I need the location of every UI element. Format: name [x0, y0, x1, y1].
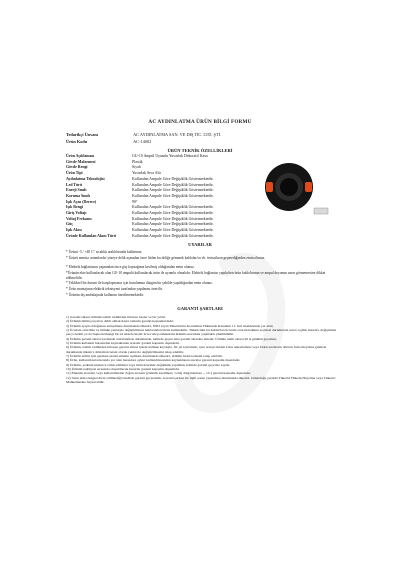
term-item: 2) Ürünün bütün parçaları dahil olmak üzere tamamı garanti kapsamındadır.	[66, 319, 174, 324]
spec-row	[66, 218, 214, 222]
spec-value: Plastik	[132, 159, 143, 164]
spec-label: Ürün Açıklaması	[66, 154, 95, 158]
spec-value: Yuvarlak Sıva Altı	[132, 171, 161, 176]
spec-label: Giriş Voltajı	[66, 211, 87, 215]
spec-value: Siyah	[132, 165, 141, 170]
spec-row	[66, 235, 214, 239]
spec-row	[66, 195, 214, 199]
spec-row	[66, 172, 161, 176]
spec-value: Kullanılan Ampule Göre Değişiklik Göstermektedir.	[132, 188, 214, 193]
spec-label: Aydınlatma Teknolojisi	[66, 176, 105, 181]
spec-row	[66, 201, 137, 205]
spec-row	[66, 212, 214, 216]
spec-value: Kullanılan Ampule Göre Değişiklik Göstermektedir.	[132, 216, 214, 221]
spec-label: Işık Akısı	[66, 228, 82, 233]
term-item: 10) Ürünün nakliyesi sırasında oluşabilecek hasarlar garanti kapsamı dışındadır.	[66, 367, 180, 372]
spec-value: Kullanılan Ampule Göre Değişiklik Göstermektedir.	[132, 228, 214, 233]
spec-row	[66, 223, 214, 227]
product-code-label: Ürün Kodu	[66, 139, 88, 144]
spec-row	[66, 184, 214, 188]
spec-label: Koruma Sınıfı	[66, 193, 90, 198]
spec-value: Kullanılan Ampule Göre Değişiklik Göstermektedir.	[132, 205, 214, 210]
term-item: 4) Ürünün garanti süresi içerisinde arızalanması durumunda, tamirde geçen süre garanti süresine eklenir. Ürünün tamir süresi 20 iş gününü geçemez.	[66, 336, 277, 341]
spec-row	[66, 155, 208, 159]
term-item: 12) Satın alma belgesi ibraz edilmediği takdirde garanti geçersizdir. Garanti şartları ile ilgili sorun yaşanması durumunda tüketici, bulunduğu yerdeki Tüketici Hakem Heyetine veya Tüketici Mahkemesine başvurabilir.	[66, 375, 336, 385]
warning-line: * Elektrik bağlantısını yapmadan önce güç kaynağının kesilmiş olduğundan emin olunuz.	[66, 265, 195, 269]
spec-label: Güç	[66, 222, 73, 227]
warnings-title: UYARILAR	[188, 242, 212, 247]
spec-label: Gövde Rengi	[66, 165, 88, 170]
spec-value: GU-10 Ampül Uyumlu Yuvarlak Dekoratif Kasa	[132, 154, 208, 158]
spec-value: 90°	[132, 199, 138, 204]
spec-row	[66, 161, 143, 165]
downlight-hole	[280, 178, 298, 196]
product-code-value: AC-14002	[133, 139, 152, 144]
term-item: 7) Ürünün tamiri için gereken azami sürenin aşılması durumunda tüketici, ürünün bedel iadesini talep edebilir.	[66, 354, 223, 359]
spec-label: Ürünle Kullanılan Akım Türü	[66, 233, 116, 238]
supplier-value: AC AYDINLATMA SAN. VE DIŞ TİC. LTD. ŞTİ.	[133, 132, 222, 137]
warning-line: * Ürün montajının elektrik teknisyeni tarafından yapılması önerilir.	[66, 287, 163, 291]
term-item: 8) Ürün, kullanım kılavuzunda yer alan hususlara aykırı kullanılmasından kaynaklanan arızalar garanti kapsamı dışındadır.	[66, 358, 241, 363]
supplier-row	[66, 132, 221, 137]
warning-line: * Ürünü -5 / +40 C° sıcaklık aralıklarında kullanınız.	[66, 250, 143, 254]
term-item: 1) Garanti süresi, ürünün teslim tarihinden itibaren başlar ve bir yıldır.	[66, 315, 166, 319]
term-item: a) Ücretsiz onarılma ve ürünün yenisiyle değiştirilmesi haklarından birini kullanabilir. Tüketicinin bu haklardan ücretsiz onarım hakkını seçmesi durumunda satıcı; işçilik masrafı, değiştirilen parça bedeli ya da başka herhangi bir ad altında hiçbir ücret talep etmeksizin ürünün onarımını yapmakla yükümlüdür.	[66, 328, 337, 337]
warning-line: * Ürünü nemsiz ortamlarda/ yüzeye delik açmadan önce lütfen bu deliğe gömmek kablolar/su vb. tesisatların geçmediğinden emin olunuz.	[66, 255, 266, 260]
warning-line: * Ürünün dış ambalajında kullanım önerilmemektedir.	[66, 293, 145, 297]
term-item: 11) Elektrik arızaları veya kullanılmadan doğan arızalar (elektrik kesilmesi, voltaj dalgalanması ... vb.) garanti kapsamı dışındadır.	[66, 371, 252, 376]
spec-label: Işık Rengi	[66, 205, 83, 210]
spec-value: Kullanılan Ampule Göre Değişiklik Göstermektedir.	[132, 193, 214, 198]
form-title: AC AYDINLATMA ÜRÜN BİLGİ FORMU	[148, 119, 252, 125]
spec-label: Gövde Malzemesi	[66, 159, 96, 164]
spec-label: Işık Açısı (Derece)	[66, 199, 97, 204]
spec-row	[66, 178, 214, 182]
spec-value: Kullanılan Ampule Göre Değişiklik Göstermektedir.	[132, 222, 214, 227]
spec-value: Kullanılan Ampule Göre Değişiklik Göstermektedir.	[132, 176, 214, 181]
spec-label: Led Türü	[66, 182, 83, 187]
spec-label: Voltaj Frekansı	[66, 216, 92, 221]
spec-value: Kullanılan Ampule Göre Değişiklik Göstermektedir.	[132, 211, 214, 215]
product-image	[262, 160, 332, 224]
term-item: 9) Ürünün, yetkisiz kişilerce tamir edilmesi veya ürün üzerinde değişiklik yapılması halinde garanti geçersiz sayılır.	[66, 362, 231, 367]
spec-row	[66, 229, 214, 233]
dimension-diagram	[314, 208, 328, 214]
warranty-terms	[66, 315, 338, 385]
term-item: 6) Ürünün, teslim tarihinden itibaren garanti süresi içinde kalmak kaydıyla, bir yıl içerisinde; aynı arızayı ikiden fazla tekrarlaması veya farklı arızaların dörtten fazla meydana gelmesi durumunda tüketici, ürünün ücretsiz olarak yenisi ile değiştirilmesini talep edebilir.	[66, 345, 327, 354]
supplier-label: Tedarikçi Ünvanı	[66, 132, 98, 137]
spec-label: Enerji Sınıfı	[66, 188, 87, 193]
term-item: 3) Ürünün ayıplı olduğunun anlaşılması durumunda tüketici, 6502 sayılı Tüketicinin Korunması Hakkında Kanunun 11. inci maddesinde yer alan;	[66, 323, 274, 328]
spec-value: Kullanılan Ampule Göre Değişiklik Göstermektedir.	[132, 233, 214, 238]
term-item: 5) Ürünün kullanım hatasından kaynaklanan arızalar garanti kapsamı dışındadır.	[66, 341, 180, 346]
terms-title: GARANTİ ŞARTLARI	[177, 306, 223, 311]
left-spring-clip	[266, 182, 273, 192]
spec-label: Ürün Tipi	[66, 171, 83, 176]
spec-row	[66, 206, 214, 210]
spec-row	[66, 189, 214, 193]
product-code-row	[66, 139, 151, 144]
right-spring-clip	[305, 182, 312, 192]
warning-line: *Ürünün ekte kullanılacak olan GU-10 ampulü kullanılacak ürün ile uyumlu olmalıdır. Elektrik bağlantısı yapılırken ürün kablolarının ve ampul duyunun zarar görmemesine dikkat edilmelidir.	[66, 271, 326, 280]
warning-line: * Tekliksel bir durum ile karşılaşmanız için kurulumun düzgün bir şekilde yapıldığından emin olunuz.	[66, 281, 213, 285]
specs-title: ÜRÜN TEKNİK ÖZELLİKLERİ	[167, 148, 233, 153]
spec-value: Kullanılan Ampule Göre Değişiklik Göstermektedir.	[132, 182, 214, 187]
spec-row	[66, 166, 141, 170]
